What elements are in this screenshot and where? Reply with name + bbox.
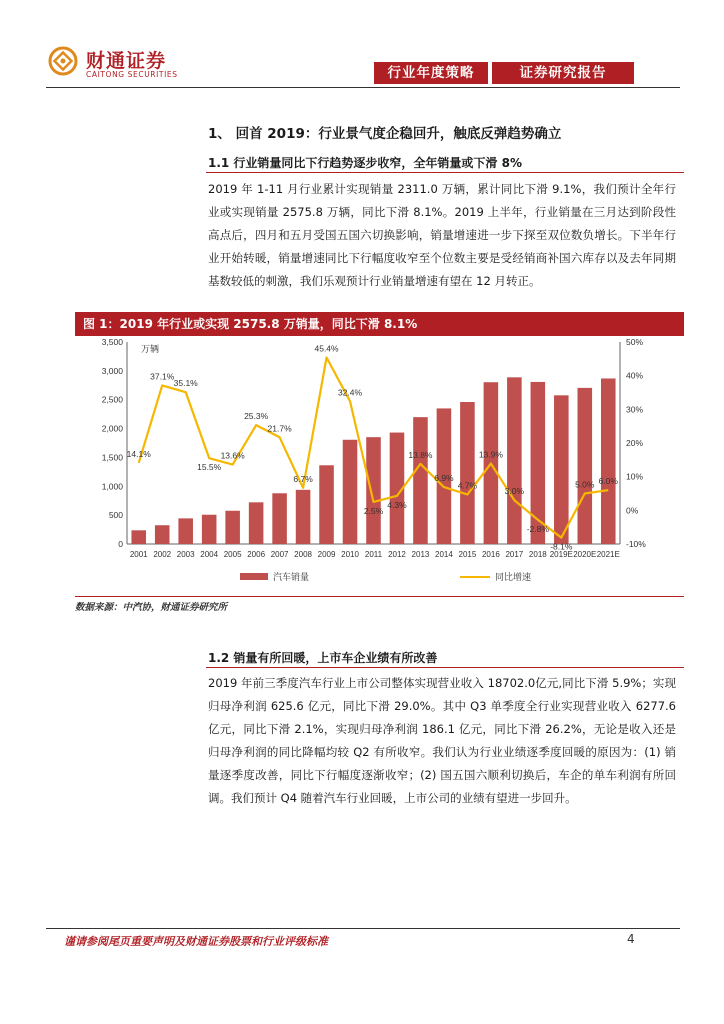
- x-tick-label: 2013: [411, 550, 430, 559]
- section-1-2-divider: [206, 667, 684, 668]
- right-tick-label: 10%: [626, 471, 644, 482]
- right-tick-label: 40%: [626, 370, 644, 381]
- bar-2001: [131, 530, 146, 544]
- right-tick-label: 30%: [626, 404, 644, 415]
- section-1-1-divider: [206, 172, 684, 173]
- header-tag-report: 证券研究报告: [492, 62, 634, 84]
- section-1-2-paragraph: 2019 年前三季度汽车行业上市公司整体实现营业收入 18702.0亿元,同比下滑 5.9%；实现归母净利润 625.6 亿元，同比下滑 29.0%。其中 Q3 单季度全行业实现营业收入 6277.6 亿元，同比下滑 2.1%，实现归母净利润 186.1 亿元，同比下滑 26.2%，无论是收入还是归母净利润的同比降幅均较 Q2 有所收窄。我们认为行业业绩逐季度回暖的原因为：(1) 销量逐季度改善，同比下行幅度逐渐收窄；(2) 国五国六顺利切换后，车企的单车利润有所回调。我们预计 Q4 随着汽车行业回暖，上市公司的业绩有望进一步回升。: [208, 676, 676, 805]
- growth-data-label: 35.1%: [173, 378, 198, 389]
- bar-2002: [155, 525, 170, 544]
- x-tick-label: 2011: [364, 550, 383, 559]
- growth-data-label: 15.5%: [197, 462, 222, 473]
- growth-data-label: 45.4%: [314, 343, 339, 354]
- left-tick-label: 1,500: [101, 452, 123, 463]
- growth-data-label: 13.9%: [478, 449, 503, 460]
- bar-2019E: [554, 395, 569, 544]
- bar-2021E: [601, 378, 616, 544]
- x-tick-label: 2010: [341, 550, 359, 559]
- right-tick-label: -10%: [626, 539, 646, 549]
- left-tick-label: 3,500: [101, 337, 123, 347]
- bar-2011: [366, 437, 381, 544]
- x-tick-label: 2016: [481, 550, 500, 559]
- left-tick-label: 3,000: [101, 365, 123, 376]
- right-tick-label: 50%: [626, 337, 644, 347]
- growth-data-label: 6.9%: [434, 473, 454, 484]
- growth-data-label: -2.8%: [526, 523, 549, 534]
- left-tick-label: 500: [108, 510, 123, 521]
- bar-2004: [202, 515, 217, 544]
- section-1-1-heading: 1.1 行业销量同比下行趋势逐步收窄，全年销量或下滑 8%: [208, 156, 522, 170]
- bar-2020E: [578, 388, 593, 544]
- footer-divider: [46, 928, 680, 929]
- x-tick-label: 2005: [223, 550, 242, 559]
- growth-data-label: 4.7%: [457, 480, 478, 491]
- x-tick-label: 2021E: [596, 550, 620, 559]
- bar-2013: [413, 417, 428, 544]
- growth-data-label: 25.3%: [244, 411, 269, 422]
- logo-name-en: CAITONG SECURITIES: [86, 70, 178, 79]
- figure-divider: [75, 596, 684, 597]
- growth-data-label: 13.8%: [408, 449, 433, 460]
- section-1-1-paragraph: 2019 年 1-11 月行业累计实现销量 2311.0 万辆，累计同比下滑 9.1%，我们预计全年行业或实现销量 2575.8 万辆，同比下滑 8.1%。2019 上半年，行业销量在三月达到阶段性高点后，四月和五月受国五国六切换影响，销量增速进一步下探至双位数负增长。下半年行业开始转暖，销量增速同比下行幅度收窄至个位数主要是受经销商补国六库存以及去年同期基数较低的刺激，我们乐观预计行业销量增速有望在 12 月转正。: [208, 182, 676, 288]
- figure-source: 数据来源：中汽协，财通证券研究所: [75, 602, 228, 613]
- bar-2017: [507, 377, 522, 544]
- section-1-2-heading: 1.2 销量有所回暖，上市车企业绩有所改善: [208, 651, 438, 665]
- growth-data-label: 37.1%: [150, 371, 175, 382]
- x-tick-label: 2019E: [549, 550, 573, 559]
- x-tick-label: 2006: [247, 550, 266, 559]
- growth-data-label: 32.4%: [337, 387, 363, 398]
- left-tick-label: 0: [118, 539, 123, 549]
- left-tick-label: 2,500: [101, 394, 123, 405]
- x-tick-label: 2015: [458, 550, 477, 559]
- logo-name-cn: 财通证券: [86, 50, 167, 72]
- company-logo-icon: [48, 46, 78, 76]
- growth-data-label: 21.7%: [267, 423, 292, 434]
- x-tick-label: 2017: [505, 550, 524, 559]
- x-tick-label: 2001: [129, 550, 148, 559]
- growth-data-label: 6.7%: [293, 473, 313, 484]
- page-number: 4: [627, 932, 635, 946]
- left-tick-label: 2,000: [101, 423, 123, 434]
- right-tick-label: 20%: [626, 438, 644, 448]
- sales-chart: [75, 336, 684, 596]
- bar-2015: [460, 402, 475, 544]
- legend-line-label: 同比增速: [495, 572, 532, 582]
- x-tick-label: 2014: [435, 550, 453, 559]
- header-tag-industry: 行业年度策略: [374, 62, 488, 84]
- growth-data-label: 5.0%: [575, 479, 595, 490]
- growth-data-label: 3.0%: [504, 486, 525, 497]
- x-tick-label: 2003: [176, 550, 195, 559]
- growth-data-label: -8.1%: [550, 541, 573, 552]
- left-axis-unit: 万辆: [141, 344, 160, 354]
- growth-data-label: 4.3%: [387, 499, 407, 510]
- bar-2007: [272, 493, 287, 544]
- bar-2009: [319, 465, 334, 544]
- bar-2008: [296, 490, 311, 544]
- right-tick-label: 0%: [626, 505, 639, 516]
- section-1-heading: 1、 回首 2019：行业景气度企稳回升，触底反弹趋势确立: [208, 126, 562, 142]
- x-tick-label: 2004: [200, 550, 219, 559]
- legend-bar-label: 汽车销量: [273, 572, 310, 582]
- x-tick-label: 2009: [317, 550, 336, 559]
- legend-bar-swatch: [240, 573, 268, 580]
- x-tick-label: 2012: [388, 550, 406, 559]
- x-tick-label: 2020E: [573, 550, 597, 559]
- growth-data-label: 2.5%: [363, 505, 384, 516]
- bar-2010: [343, 440, 358, 544]
- figure-1-title: 图 1：2019 年行业或实现 2575.8 万销量，同比下滑 8.1%: [75, 312, 684, 336]
- growth-data-label: 13.6%: [220, 450, 245, 461]
- x-tick-label: 2007: [270, 550, 289, 559]
- bar-2005: [225, 511, 240, 544]
- left-tick-label: 1,000: [101, 481, 123, 492]
- x-tick-label: 2018: [528, 550, 547, 559]
- x-tick-label: 2008: [294, 550, 312, 559]
- bar-2006: [249, 502, 264, 544]
- growth-data-label: 6.0%: [598, 476, 618, 487]
- bar-2003: [178, 518, 193, 544]
- header-divider: [46, 87, 680, 88]
- growth-data-label: 14.1%: [126, 448, 151, 459]
- x-tick-label: 2002: [153, 550, 172, 559]
- footer-disclaimer: 谨请参阅尾页重要声明及财通证券股票和行业评级标准: [64, 935, 328, 948]
